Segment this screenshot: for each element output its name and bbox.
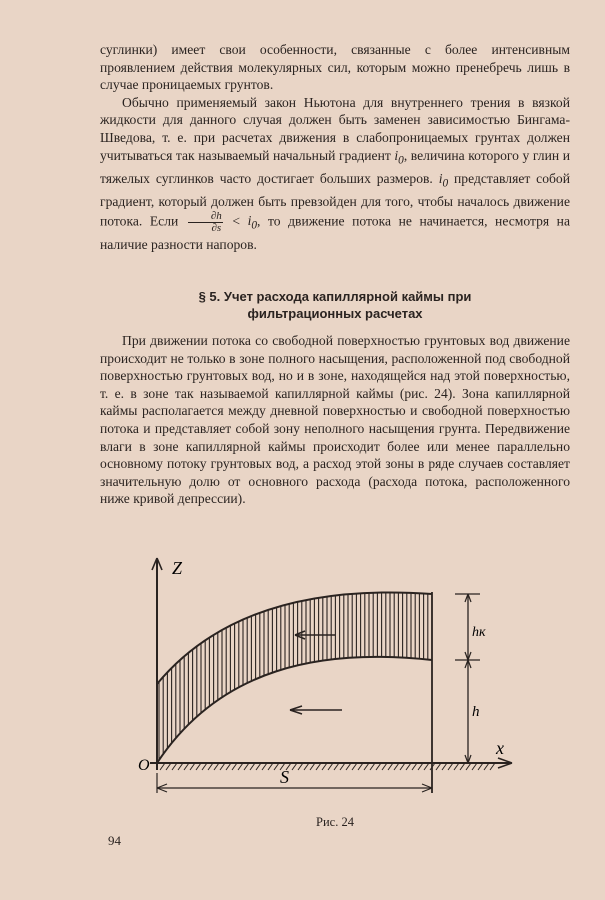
hk-label: hк <box>472 625 486 640</box>
i0-symbol-2: $i_0$ <box>438 170 449 190</box>
paragraph-1 <box>100 41 570 253</box>
h-label: h <box>472 704 480 720</box>
ground-hatching <box>160 763 495 770</box>
paragraph-2 <box>100 332 570 508</box>
gradient-fraction: $\frac{\partial h}{\partial s}$ <box>188 211 223 234</box>
i0-symbol: $i_0$ <box>394 147 404 167</box>
figure-caption: Рис. 24 <box>316 815 354 829</box>
capillary-fringe-diagram <box>130 548 520 808</box>
figure-24 <box>130 548 520 813</box>
section-heading-line-1: § 5. Учет расхода капиллярной каймы при <box>198 289 472 304</box>
paragraph-continuation: суглинки) имеет свои особенности, связанные с более интенсивным проявлением действия молекулярных сил, которым можно пренебречь лишь в случае проницаемых грунтов. <box>100 42 570 93</box>
fringe-hatching <box>159 578 432 768</box>
page-number: 94 <box>108 833 121 848</box>
i0-symbol-3: $i_0$ <box>247 213 258 233</box>
paragraph-bingham: Обычно применяемый закон Ньютона для внутреннего трения в вязкой жидкости для данного случая должен быть заменен зависимостью Бингама-Шведова, т. е. при расчетах движения в слабопроницаемых грунтах должен учитываться так называемый начальный градиент $i_0$, величина которого у глин и тяжелых суглинков часто достигает больших размеров. $i_0$ представляет собой градиент, который должен быть превзойден для того, чтобы началось движение потока. Если $\frac{\partial h}{\partial s}$ < $i_0$, то движение потока не начинается, несмотря на наличие разности напоров. <box>100 94 570 252</box>
section-heading <box>100 288 570 322</box>
paragraph-capillary-fringe: При движении потока со свободной поверхностью грунтовых вод движение происходит не только в зоне полного насыщения, расположенной под свободной поверхностью грунтовых вод, но и в зоне, находящейся над этой поверхностью, т. е. в зоне так называемой капиллярной каймы (рис. 24). Зона капиллярной каймы располагается между дневной поверхностью и свободной поверхностью потока и представляет собой зону неполного насыщения грунта. Передвижение влаги в зоне капиллярной каймы происходит более или менее параллельно основному потоку грунтовых вод, а расход этой зоны в ряде случаев составляет значительную долю от основного расхода (расхода потока, расположенного ниже кривой депрессии). <box>100 333 570 507</box>
fringe-top-curve <box>157 592 432 684</box>
x-axis-label: x <box>496 738 504 758</box>
section-heading-line-2: фильтрационных расчетах <box>247 306 423 321</box>
origin-label: O <box>138 757 150 774</box>
s-label: S <box>280 767 289 787</box>
z-axis-label: Z <box>172 558 183 578</box>
